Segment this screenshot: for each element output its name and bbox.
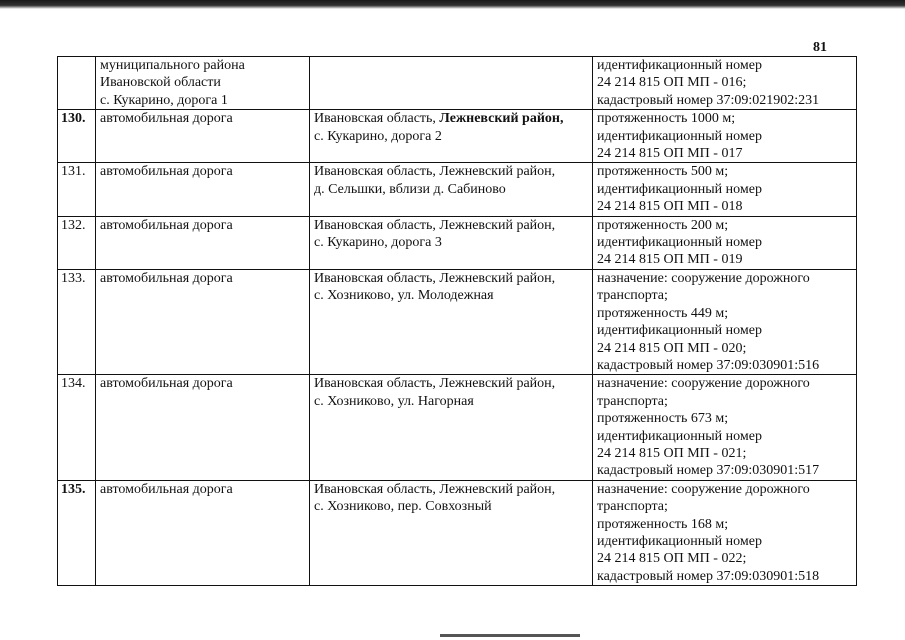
cell-location bbox=[310, 375, 593, 480]
table-row bbox=[58, 110, 857, 163]
details-line: 24 214 815 ОП МП - 022; bbox=[597, 551, 747, 567]
details-line: протяженность 1000 м; bbox=[597, 111, 736, 127]
cell-location bbox=[310, 110, 593, 163]
cell-number: 130. bbox=[58, 110, 96, 163]
details-line: идентификационный номер bbox=[597, 323, 762, 339]
location-line: с. Кукарино, дорога 3 bbox=[314, 235, 442, 251]
location-line: Ивановская область, Лежневский район, bbox=[314, 217, 556, 233]
name-line: Ивановской области bbox=[100, 75, 221, 91]
location-line: с. Хозниково, пер. Совхозный bbox=[314, 499, 492, 515]
table-row bbox=[58, 163, 857, 216]
cell-details bbox=[593, 163, 857, 216]
scan-edge-bottom bbox=[440, 634, 580, 637]
location-line: с. Кукарино, дорога 2 bbox=[314, 128, 442, 144]
details-line: кадастровый номер 37:09:021902:231 bbox=[597, 92, 820, 108]
page-number: 81 bbox=[813, 40, 827, 55]
table-row-continuation bbox=[58, 57, 857, 110]
location-line: Ивановская область, Лежневский район, bbox=[314, 164, 556, 180]
details-line: назначение: сооружение дорожного bbox=[597, 481, 810, 497]
name-line: с. Кукарино, дорога 1 bbox=[100, 92, 228, 108]
details-line: назначение: сооружение дорожного bbox=[597, 270, 810, 286]
details-line: 24 214 815 ОП МП - 017 bbox=[597, 146, 743, 162]
table-row bbox=[58, 375, 857, 480]
details-line: 24 214 815 ОП МП - 016; bbox=[597, 75, 747, 91]
road-registry-table bbox=[57, 56, 857, 586]
cell-name: автомобильная дорога bbox=[96, 163, 310, 216]
cell-location bbox=[310, 57, 593, 110]
cell-name: автомобильная дорога bbox=[96, 269, 310, 374]
table-row bbox=[58, 216, 857, 269]
cell-location bbox=[310, 480, 593, 585]
location-district: Лежневский район, bbox=[439, 111, 564, 127]
details-line: идентификационный номер bbox=[597, 58, 762, 73]
cell-name: автомобильная дорога bbox=[96, 480, 310, 585]
cell-number bbox=[58, 57, 96, 110]
location-line bbox=[314, 110, 589, 127]
cell-name: автомобильная дорога bbox=[96, 216, 310, 269]
details-line: 24 214 815 ОП МП - 018 bbox=[597, 199, 743, 215]
cell-number: 132. bbox=[58, 216, 96, 269]
details-line: кадастровый номер 37:09:030901:517 bbox=[597, 463, 820, 479]
details-line: протяженность 200 м; bbox=[597, 217, 729, 233]
cell-number: 131. bbox=[58, 163, 96, 216]
cell-details bbox=[593, 480, 857, 585]
details-line: 24 214 815 ОП МП - 021; bbox=[597, 445, 747, 461]
cell-details bbox=[593, 269, 857, 374]
details-line: транспорта; bbox=[597, 393, 668, 409]
details-line: протяженность 168 м; bbox=[597, 516, 729, 532]
details-line: назначение: сооружение дорожного bbox=[597, 376, 810, 392]
cell-details bbox=[593, 57, 857, 110]
location-line: Ивановская область, Лежневский район, bbox=[314, 481, 556, 497]
details-line: протяженность 449 м; bbox=[597, 305, 729, 321]
location-line: Ивановская область, Лежневский район, bbox=[314, 270, 556, 286]
table-row bbox=[58, 269, 857, 374]
cell-location bbox=[310, 216, 593, 269]
cell-number: 135. bbox=[58, 480, 96, 585]
details-line: транспорта; bbox=[597, 288, 668, 304]
details-line: идентификационный номер bbox=[597, 428, 762, 444]
details-line: 24 214 815 ОП МП - 019 bbox=[597, 252, 743, 268]
cell-name: автомобильная дорога bbox=[96, 375, 310, 480]
details-line: транспорта; bbox=[597, 499, 668, 515]
details-line: идентификационный номер bbox=[597, 235, 762, 251]
location-line: с. Хозниково, ул. Нагорная bbox=[314, 393, 474, 409]
cell-number: 134. bbox=[58, 375, 96, 480]
details-line: протяженность 673 м; bbox=[597, 411, 729, 427]
cell-number: 133. bbox=[58, 269, 96, 374]
name-line: муниципального района bbox=[100, 58, 245, 73]
location-region: Ивановская область, bbox=[314, 111, 440, 127]
cell-name: автомобильная дорога bbox=[96, 110, 310, 163]
cell-details bbox=[593, 375, 857, 480]
location-line: д. Сельшки, вблизи д. Сабиново bbox=[314, 181, 506, 197]
cell-name bbox=[96, 57, 310, 110]
cell-details bbox=[593, 110, 857, 163]
details-line: протяженность 500 м; bbox=[597, 164, 729, 180]
details-line: кадастровый номер 37:09:030901:516 bbox=[597, 357, 820, 373]
details-line: идентификационный номер bbox=[597, 533, 762, 549]
location-line: с. Хозниково, ул. Молодежная bbox=[314, 288, 494, 304]
cell-location bbox=[310, 163, 593, 216]
cell-details bbox=[593, 216, 857, 269]
details-line: идентификационный номер bbox=[597, 128, 762, 144]
cell-location bbox=[310, 269, 593, 374]
table-row bbox=[58, 480, 857, 585]
details-line: идентификационный номер bbox=[597, 181, 762, 197]
scan-edge-top bbox=[0, 0, 905, 9]
details-line: кадастровый номер 37:09:030901:518 bbox=[597, 568, 820, 584]
details-line: 24 214 815 ОП МП - 020; bbox=[597, 340, 747, 356]
location-line: Ивановская область, Лежневский район, bbox=[314, 376, 556, 392]
